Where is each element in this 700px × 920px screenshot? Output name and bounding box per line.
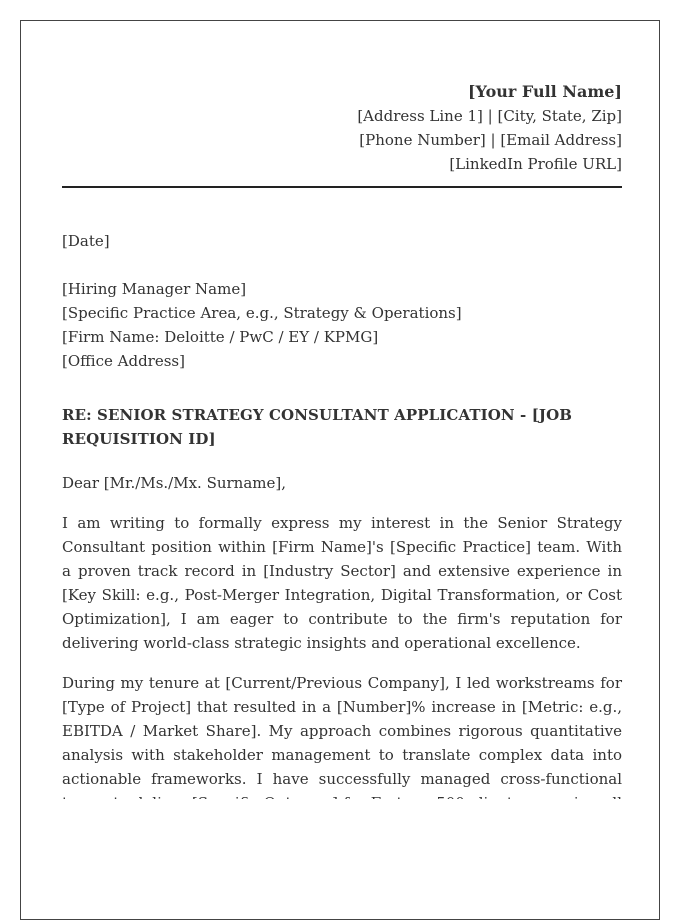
sender-contact: [Phone Number] | [Email Address] [359,131,622,149]
recipient-practice: [Specific Practice Area, e.g., Strategy & Operations] [62,304,462,322]
header-divider [62,186,622,188]
letter-date: [Date] [62,232,110,250]
sender-name: [Your Full Name] [467,82,622,101]
recipient-address: [Office Address] [62,352,185,370]
page-cutoff [21,799,660,920]
document-page [20,20,660,920]
salutation: Dear [Mr./Ms./Mx. Surname], [62,474,287,492]
recipient-firm: [Firm Name: Deloitte / PwC / EY / KPMG] [62,328,379,346]
subject-line: RE: SENIOR STRATEGY CONSULTANT APPLICATION - [JOB REQUISITION ID] [62,406,573,448]
recipient-block [62,277,622,373]
letter-body [62,80,622,839]
body-paragraph-2: During my tenure at [Current/Previous Company], I led workstreams for [Type of Project] that resulted in a [Number]% increase in [Metric: e.g., EBITDA / Market Share]. My approach combines rigorous quantitative analysis with stakeholder management to translate complex data into actionable frameworks. I have successfully managed cross-functional [62,674,622,788]
recipient-manager: [Hiring Manager Name] [62,280,247,298]
letter-header [62,80,622,176]
sender-linkedin: [LinkedIn Profile URL] [449,155,622,173]
body-paragraph-1: I am writing to formally express my interest in the Senior Strategy Consultant position within [Firm Name]'s [Specific Practice] team. With a proven track record in [Industry Sector] and extensive experience in [Key Skill: e.g., Post-Merger Integration, Digital Transformation, or Cost Optimization], I am eager to contribute to the firm's reputation for delivering world-class strategic insights and operational excellence. [62,514,622,652]
sender-address: [Address Line 1] | [City, State, Zip] [357,107,622,125]
